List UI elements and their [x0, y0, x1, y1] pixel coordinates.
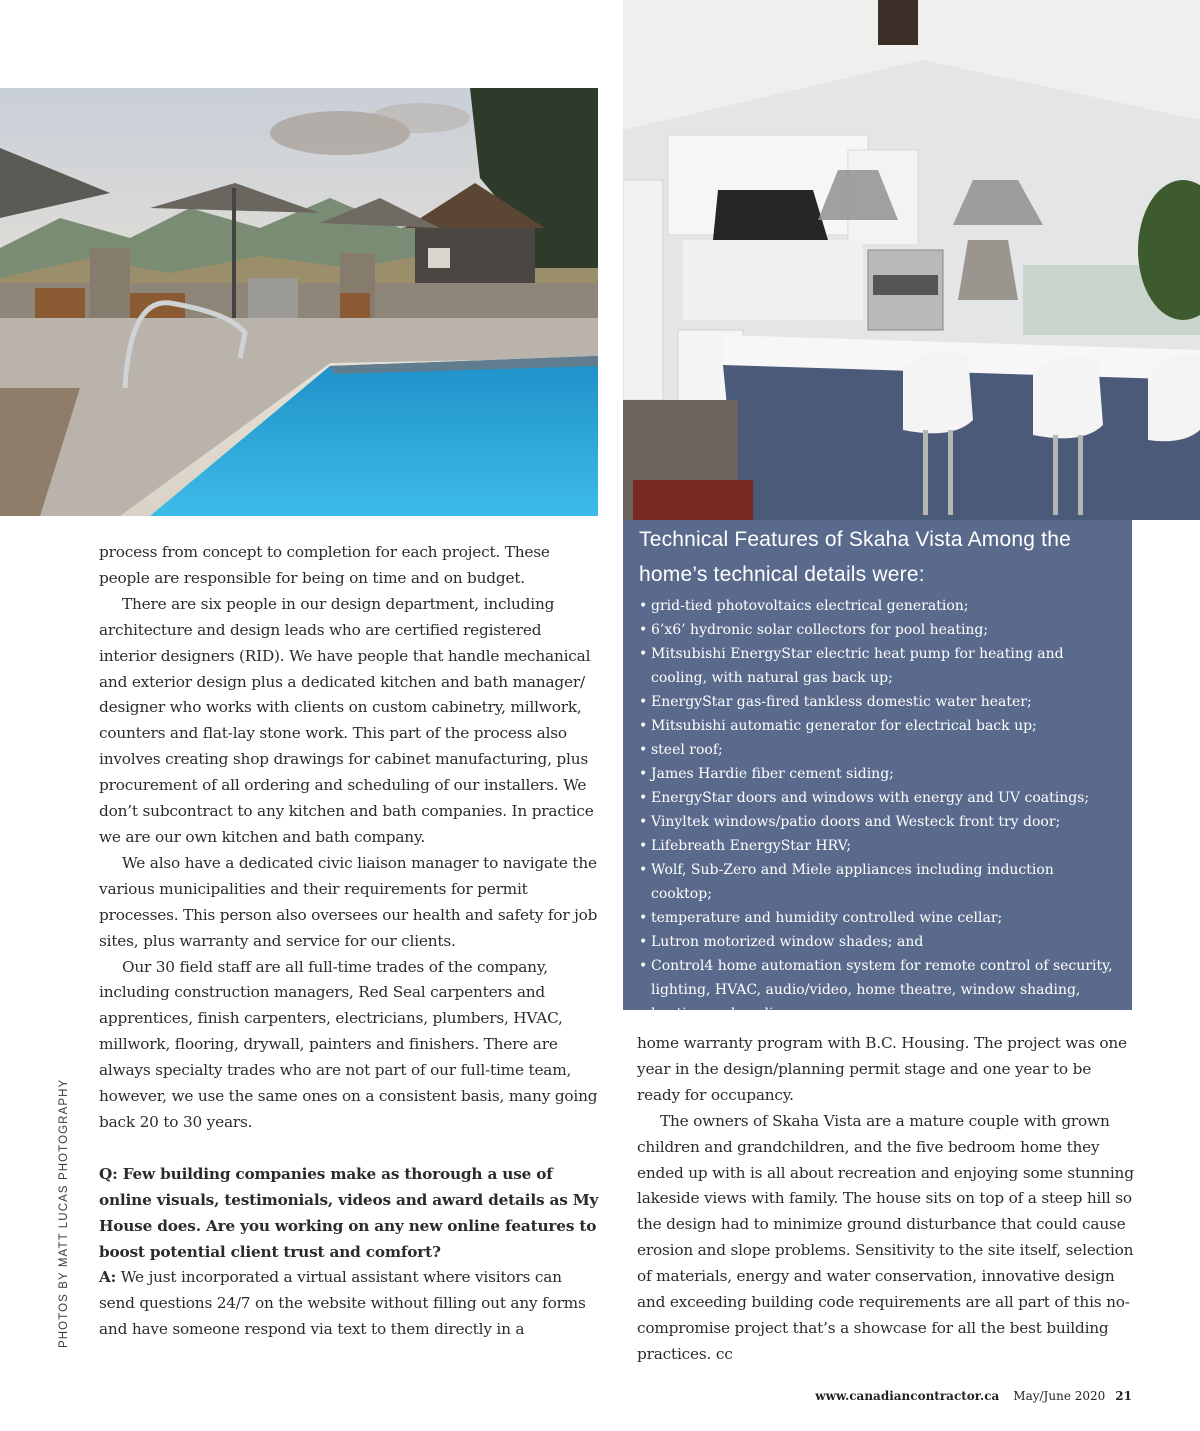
page-footer — [700, 1389, 1132, 1403]
features-list — [639, 594, 1118, 1026]
paragraph: We also have a dedicated civic liaison manager to navigate the various municipalities and their requirements for permit processes. This person also oversees our health and safety for job sites, plus warranty and service for our clients. — [99, 853, 598, 950]
paragraph: There are six people in our design department, including architecture and design leads who are certified registered interior designers (RID). We have people that handle mechanical and exterior design plus a dedicated kitchen and bath manager/ designer who works with clients on custom cabinetry, millwork, counters and flat-lay stone work. This part of the process also involves creating shop drawings for cabinet manufacturing, plus procurement of all ordering and scheduling of our installers. We don’t subcontract to any kitchen and bath companies. In practice we are our own kitchen and bath company. — [99, 594, 594, 846]
photo-credit: PHOTOS BY MATT LUCAS PHOTOGRAPHY — [58, 1078, 70, 1348]
feature-item: • Lutron motorized window shades; and — [639, 930, 1118, 954]
feature-item: • EnergyStar gas-fired tankless domestic water heater; — [639, 690, 1118, 714]
feature-item: • Vinyltek windows/patio doors and Westeck front try door; — [639, 810, 1118, 834]
page-number: 21 — [1115, 1389, 1132, 1403]
feature-item: • grid-tied photovoltaics electrical generation; — [639, 594, 1118, 618]
paragraph: Our 30 field staff are all full-time trades of the company, including construction managers, Red Seal carpenters and apprentices, finish carpenters, electricians, plumbers, HVAC, millwork, flooring, drywall, painters and finishers. There are always specialty trades who are not part of our full-time team, however, we use the same ones on a consistent basis, many going back 20 to 30 years. — [99, 957, 598, 1131]
feature-item: • Lifebreath EnergyStar HRV; — [639, 834, 1118, 858]
paragraph: home warranty program with B.C. Housing. The project was one year in the design/planning permit stage and one year to be ready for occupancy. — [637, 1034, 1127, 1104]
paragraph: process from concept to completion for each project. These people are responsible for being on time and on budget. — [99, 543, 550, 587]
pool-photo — [0, 88, 598, 516]
feature-item: • EnergyStar doors and windows with energy and UV coatings; — [639, 786, 1118, 810]
left-column — [99, 540, 599, 1343]
feature-item: • Wolf, Sub-Zero and Miele appliances including induction cooktop; — [639, 858, 1118, 906]
feature-item: • James Hardie fiber cement siding; — [639, 762, 1118, 786]
sidebar-title: Technical Features of Skaha Vista Among the home’s technical details were: — [639, 528, 1071, 586]
answer-label: A: — [99, 1268, 117, 1287]
feature-item: • temperature and humidity controlled wine cellar; — [639, 906, 1118, 930]
feature-item: • Mitsubishi EnergyStar electric heat pump for heating and cooling, with natural gas back up; — [639, 642, 1118, 690]
right-column — [637, 1031, 1137, 1368]
footer-url[interactable]: www.canadiancontractor.ca — [815, 1389, 1000, 1403]
kitchen-photo — [623, 0, 1200, 520]
paragraph: The owners of Skaha Vista are a mature couple with grown children and grandchildren, and the five bedroom home they ended up with is all about recreation and enjoying some stunning lakeside views with family. The house sits on top of a steep hill so the design had to minimize ground disturbance that could cause erosion and slope problems. Sensitivity to the site itself, selection of materials, energy and water conservation, innovative design and exceeding building code requirements are all part of this no-compromise project that’s a showcase for all the best building practices. cc — [637, 1111, 1134, 1363]
feature-item: • Control4 home automation system for remote control of security, lighting, HVAC, audio/video, home theatre, window shading, heating and cooling. — [639, 954, 1118, 1026]
footer-issue: May/June 2020 — [1013, 1389, 1106, 1403]
answer-text: We just incorporated a virtual assistant where visitors can send questions 24/7 on the website without filling out any forms and have someone respond via text to them directly in a — [99, 1268, 586, 1339]
feature-item: • Mitsubishi automatic generator for electrical back up; — [639, 714, 1118, 738]
technical-features-sidebar — [623, 520, 1132, 1022]
interview-answer — [99, 1265, 599, 1343]
feature-item: • 6’x6’ hydronic solar collectors for pool heating; — [639, 618, 1118, 642]
interview-question: Q: Few building companies make as thorough a use of online visuals, testimonials, videos and award details as My House does. Are you working on any new online features to boost potential client trust and comfort? — [99, 1164, 599, 1261]
feature-item: • steel roof; — [639, 738, 1118, 762]
